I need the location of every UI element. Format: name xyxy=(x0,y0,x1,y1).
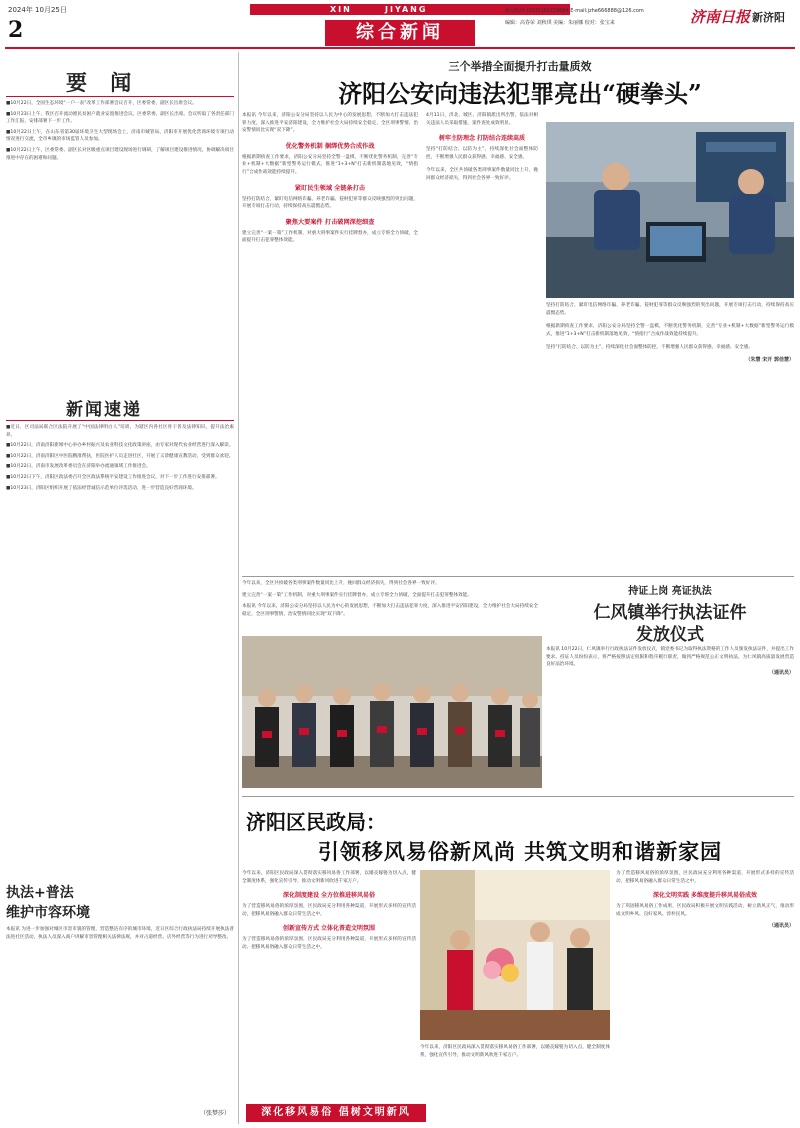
page-number: 2 xyxy=(8,17,24,43)
civil-para-1: 今年以来，济阳区民政局深入贯彻落实移风易俗工作部署，以婚丧嫁娶为切入点，健全制度体系，强化宣传引导，推动文明新风吹进千家万户。 xyxy=(242,871,416,884)
yaowen-para-1: ■10月22日，全国生态环境“一户一表”改革工作部署会议召开，区委常委、副区长出席会议。 xyxy=(6,101,197,106)
zhifa-title-2: 维护市容环境 xyxy=(6,905,90,921)
police-col-2 xyxy=(426,112,538,572)
police-byline: （朱慧 宋开 郭佳慧） xyxy=(745,356,794,363)
license-photo xyxy=(242,636,542,788)
license-para: 本报讯 10月22日，仁风镇举行行政执法证件发放仪式，镇党委书记为取得执法资格的工作人员颁发执法证件，并提出工作要求。持证人员纷纷表示，将严格按照法定权限和程序履行职责，做到严格规范公正文明执法，为仁风镇高质量发展营造良好法治环境。 xyxy=(546,647,794,668)
police-para-2: 根据新期侦查工作要求，济阳公安分局坚持全警一盘棋，不断优化警务机制，完善“专业+机制+大数据”新型警务运行模式，推进“1+3+N”打击新机制落地见效，“情指行”合成作战效能持续提升。 xyxy=(242,154,418,175)
civil-para-2b: 今年以来，济阳区民政局深入贯彻落实移风易俗工作部署，以婚丧嫁娶为切入点，健全制度体系，强化宣传引导，推动文明新风吹进千家万户。 xyxy=(420,1045,610,1058)
xinwen-para-2: ■10月22日，济南济阳新闻中心举办乡村振兴及农业科技文化政策讲座，由专家对现代农业经营进行深入解读。 xyxy=(6,443,234,449)
police-para-2b: 根据新期侦查工作要求，济阳公安分局坚持全警一盘棋，不断优化警务机制，完善“专业+机制+大数据”新型警务运行模式，推进“1+3+N”打击新机制落地见效，“情指行”合成作战效能持续提升。 xyxy=(546,324,794,337)
civil-para-1b: 为了营造移风易俗的浓厚氛围，区民政局充分利用各种渠道，开展形式多样的宣传活动，把移风易俗融入群众日常生活之中。 xyxy=(242,904,416,917)
civil-photo xyxy=(420,870,610,1040)
yaowen-para-3: ■10月22日上午，在山东省第30届环境卫生大型现场会上，济南市城管局、济阳市开展优化营商环境专项行动情况进行交流，全市乡镇的市场监管人员参加。 xyxy=(6,129,234,143)
police-photo xyxy=(546,122,794,298)
civil-author: （通讯员） xyxy=(768,923,794,930)
civil-para-3a: 为了营造移风易俗的浓厚氛围，区民政局充分利用各种渠道，开展形式多样的宣传活动，把移风易俗融入群众日常生活之中。 xyxy=(616,871,794,884)
yaowen-para-4: ■10月22日上午，区委常委、副区长对区级重点项目建设现场进行调研，了解项目建设推进情况，协调解决项目推进中存在的困难和问题。 xyxy=(6,147,234,161)
license-photo-art xyxy=(242,636,542,788)
police-photo-art xyxy=(546,122,794,298)
police-sub-1: 优化警务机制 捆绑优势合成作战 xyxy=(285,142,375,150)
left-column xyxy=(6,52,234,1122)
zhifa-body xyxy=(6,926,234,1106)
license-headline-1: 仁风镇举行执法证件 xyxy=(593,603,747,623)
police-col-1 xyxy=(242,112,418,572)
civil-col-1 xyxy=(242,870,416,1106)
civil-sub-3: 深化文明实践 多维度提升移风易俗成效 xyxy=(652,892,758,900)
police-para-3b: 坚持打防结合，紧盯电信网络诈骗、养老诈骗、侵财犯罪等群众反映强烈的突出问题，开展专项打击行动，持续保持高压震慑态势。 xyxy=(546,303,794,316)
civil-kicker: 济阳区民政局： xyxy=(246,810,386,834)
civil-photo-art xyxy=(420,870,610,1040)
police-col-3 xyxy=(546,302,794,572)
pinyin-right: JIYANG xyxy=(385,5,428,14)
civil-col-3 xyxy=(616,870,794,1106)
police-para-6: 坚持“打防结合、以防为主”，持续深化社会面整体防控，不断增强人民群众获得感、幸福感、安全感。 xyxy=(426,147,538,160)
editors: 编辑：高春荣 刘秋琪 美编：朱丽娜 校对：张宝来 xyxy=(505,20,615,26)
police-para-7: 今年以来，全区共侦破各类刑事案件数量同比上升，挽回群众经济损失，得到社会各界一致好评。 xyxy=(426,168,538,181)
pinyin-left: XIN xyxy=(330,5,352,14)
police-sub-2: 紧盯民生领域 全链条打击 xyxy=(294,184,366,192)
license-body xyxy=(546,646,794,766)
section-banner: 综合新闻 xyxy=(325,20,475,46)
license-left-para-3: 本报讯 今年以来，济阳公安分局坚持以人民为中心的发展思想，不断加大打击违法犯罪力度，深入推进平安济阳建设，全力维护社会大局持续安全稳定，全区刑事警情、治安警情同比实现“双下降”。 xyxy=(242,604,538,617)
civil-slogan: 深化移风易俗 倡树文明新风 xyxy=(246,1104,426,1122)
police-para-6b: 坚持“打防结合、以防为主”，持续深化社会面整体防控，不断增强人民群众获得感、幸福感、安全感。 xyxy=(546,345,753,351)
masthead-rule xyxy=(5,47,795,49)
xinwen-para-4: ■10月22日，济南市发展改革委员会在济阳举办流通领域工作推进会。 xyxy=(6,464,151,470)
xinwen-body xyxy=(6,424,234,872)
yaowen-rule xyxy=(6,96,234,97)
police-para-1: 本报讯 今年以来，济阳公安分局坚持以人民为中心的发展思想，不断加大打击违法犯罪力度，深入推进平安济阳建设，全力维护社会大局持续安全稳定，全区刑事警情、治安警情同比实现“双下降”。 xyxy=(242,113,418,134)
police-headline: 济阳公安向违法犯罪亮出“硬拳头” xyxy=(338,79,702,108)
license-rule xyxy=(242,796,794,797)
yaowen-para-2: ■10月23日上午，我区召开流动渔民贫困户就业安置推进会议。区委常委、副区长出席。会议听取了各责任部门工作汇报，安排部署下一步工作。 xyxy=(6,111,234,125)
zhifa-title-1: 执法+普法 xyxy=(6,885,74,901)
license-headline-2: 发放仪式 xyxy=(636,625,704,645)
police-para-4: 建立完善“一案一策”工作机制，对重大刑事案件实行挂牌督办，成立专班全力侦破，全面提升打击犯罪整体效能。 xyxy=(242,230,418,244)
page-date: 2024年 10月25日 xyxy=(8,6,67,14)
column-divider-left xyxy=(238,52,239,1124)
hotline: 新闻热线 (0531)84229684 E-mail:jzhe666888@126.com xyxy=(505,8,644,14)
license-left-para-1: 今年以来，全区共侦破各类刑事案件数量同比上升，挽回群众经济损失，得到社会各界一致好评。 xyxy=(242,581,440,586)
civil-col-2 xyxy=(420,1044,610,1106)
paper-name: 新济阳 xyxy=(752,11,785,24)
police-para-5: 4月11日，济北、城区、济阳镇派出所出警，依法对相关违法人员采取措施，案件查处成效明显。 xyxy=(426,113,538,126)
xinwen-para-3: ■10月22日，济南济阳区中医院精准帮扶，医院医护人员走进社区，开展了义诊健康宣教活动，受到群众欢迎。 xyxy=(6,453,234,459)
yaowen-title: 要 闻 xyxy=(66,70,140,95)
police-kicker: 三个举措全面提升打击量质效 xyxy=(448,60,592,73)
license-author: （通讯员） xyxy=(768,669,794,676)
license-kicker: 持证上岗 亮证执法 xyxy=(628,586,712,597)
license-left-para-2: 建立完善“一案一策”工作机制，对重大刑事案件实行挂牌督办，成立专班全力侦破，全面提升打击犯罪整体效能。 xyxy=(242,592,472,598)
xinwen-title: 新闻速递 xyxy=(66,400,142,420)
civil-para-3: 为了巩固移风易俗工作成果，区民政局积极开展文明实践活动，树立新风正气，推动形成文明乡风、良好家风、淳朴民风。 xyxy=(616,904,794,917)
police-para-3: 坚持打防结合，紧盯电信网络诈骗、养老诈骗、侵财犯罪等群众反映强烈的突出问题，开展专项打击行动，持续保持高压震慑态势。 xyxy=(242,196,418,210)
civil-para-2: 为了营造移风易俗的浓厚氛围，区民政局充分利用各种渠道，开展形式多样的宣传活动，把移风易俗融入群众日常生活之中。 xyxy=(242,937,416,950)
xinwen-para-6: ■10月23日，济阳区组织开展了依法经营诚信示范单位评选活动，进一步营造良好营商环境。 xyxy=(6,485,197,491)
police-sub-4: 树牢主防理念 打防结合连续高质 xyxy=(438,135,526,143)
police-sub-3: 聚焦大要案件 打击破网深挖细查 xyxy=(285,218,375,226)
civil-headline: 引领移风易俗新风尚 共筑文明和谐新家园 xyxy=(317,839,723,864)
yaowen-body xyxy=(6,100,234,385)
civil-sub-2: 创新宣传方式 立体化普造文明氛围 xyxy=(282,925,376,933)
zhifa-para: 本报讯 为进一步加强对城区市容市貌的管理，营造整洁有序的城市环境，近日区综合行政执法局持续开展执法普法进社区活动，执法人员深入商户讲解市容管理相关法律法规，并对占道经营、店外经营等行为进行劝导整改。 xyxy=(6,927,234,940)
zhifa-author: （张梦莎） xyxy=(199,1110,230,1117)
police-rule xyxy=(242,576,794,577)
paper-logo: 济南日报 xyxy=(690,8,751,26)
civil-sub-1: 深化制度建设 全方位推进移风易俗 xyxy=(282,892,376,900)
xinwen-para-5: ■10月22日下午，济阳区政法委召开全区政法系统平安建设工作推进会议，对下一步工作进行安排部署。 xyxy=(6,474,220,480)
xinwen-rule xyxy=(6,420,234,421)
xinwen-para-1: ■近日，区司法局联合区法院开展了“中国法律明白人”培训，为辖区内各社区骨干普及法律知识，提升法治素养。 xyxy=(6,425,234,438)
